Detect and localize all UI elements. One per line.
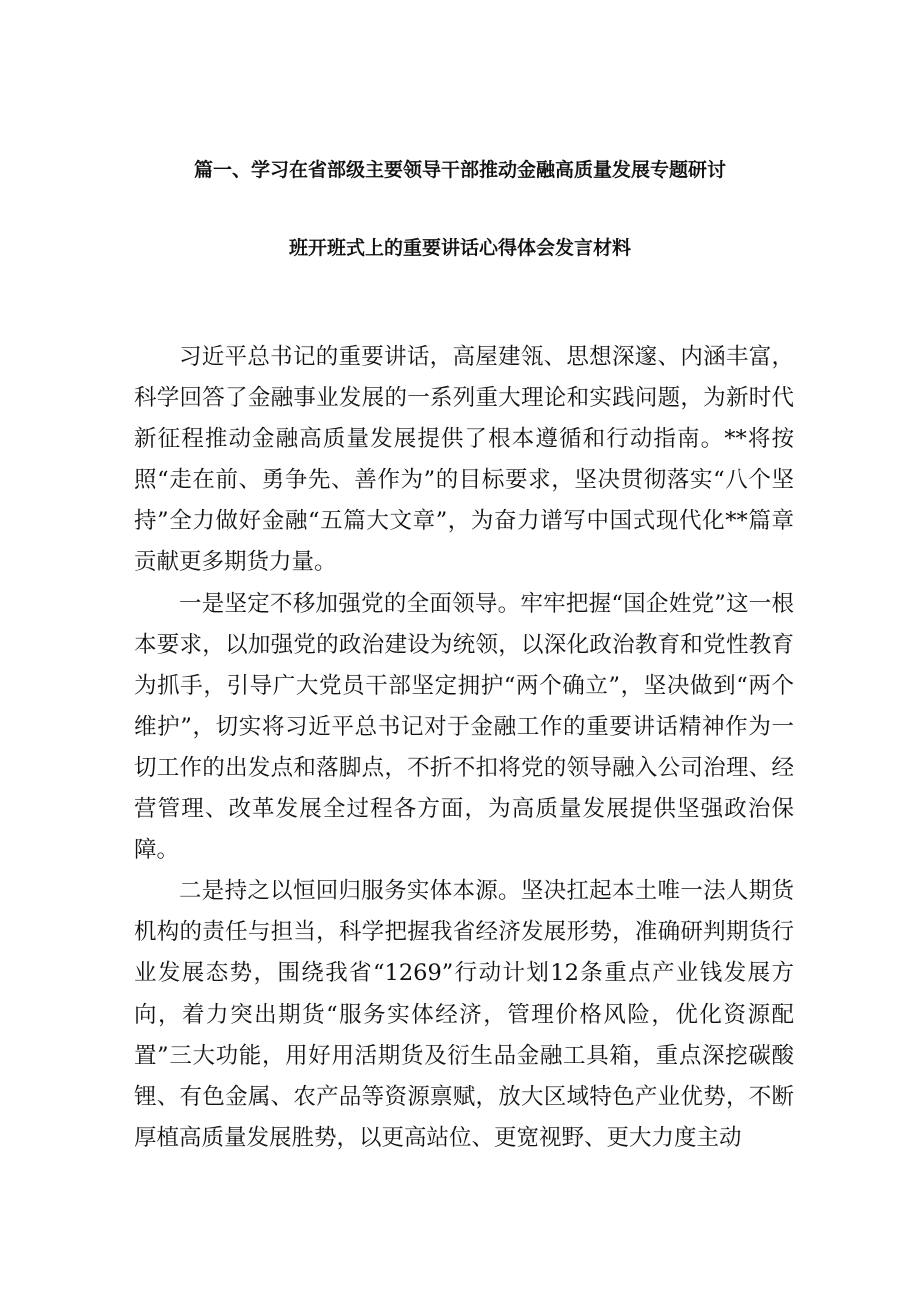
paragraph-point-1: 一是坚定不移加强党的全面领导。牢牢把握“国企姓党”这一根本要求，以加强党的政治建设为统领，以深化政治教育和党性教育为抓手，引导广大党员干部坚定拥护“两个确立”，坚决做到“两个维护”，切实将习近平总书记对于金融工作的重要讲话精神作为一切工作的出发点和落脚点，不折不扣将党的领导融入公司治理、经营管理、改革发展全过程各方面，为高质量发展提供坚强政治保障。 [134,590,794,864]
paragraph-intro: 习近平总书记的重要讲话，高屋建瓴、思想深邃、内涵丰富，科学回答了金融事业发展的一系列重大理论和实践问题，为新时代新征程推动金融高质量发展提供了根本遵循和行动指南。**将按照“走在前、勇争先、善作为”的目标要求，坚决贯彻落实“八个坚持”全力做好金融“五篇大文章”，为奋力谱写中国式现代化**篇章贡献更多期货力量。 [134,344,794,576]
document-title [0,150,920,268]
document-body [134,337,794,1159]
title-line-1: 篇一、学习在省部级主要领导干部推动金融高质量发展专题研讨 [193,159,726,181]
paragraph-point-2: 二是持之以恒回归服务实体本源。坚决扛起本土唯一法人期货机构的责任与担当，科学把握我省经济发展形势，准确研判期货行业发展态势，围绕我省“1269”行动计划12条重点产业钱发展方向，着力突出期货“服务实体经济，管理价格风险，优化资源配置”三大功能，用好用活期货及衍生品金融工具箱，重点深挖碳酸锂、有色金属、农产品等资源禀赋，放大区域特色产业优势，不断厚植高质量发展胜势，以更高站位、更宽视野、更大力度主动 [134,878,794,1151]
title-line-2: 班开班式上的重要讲话心得体会发言材料 [288,237,631,259]
